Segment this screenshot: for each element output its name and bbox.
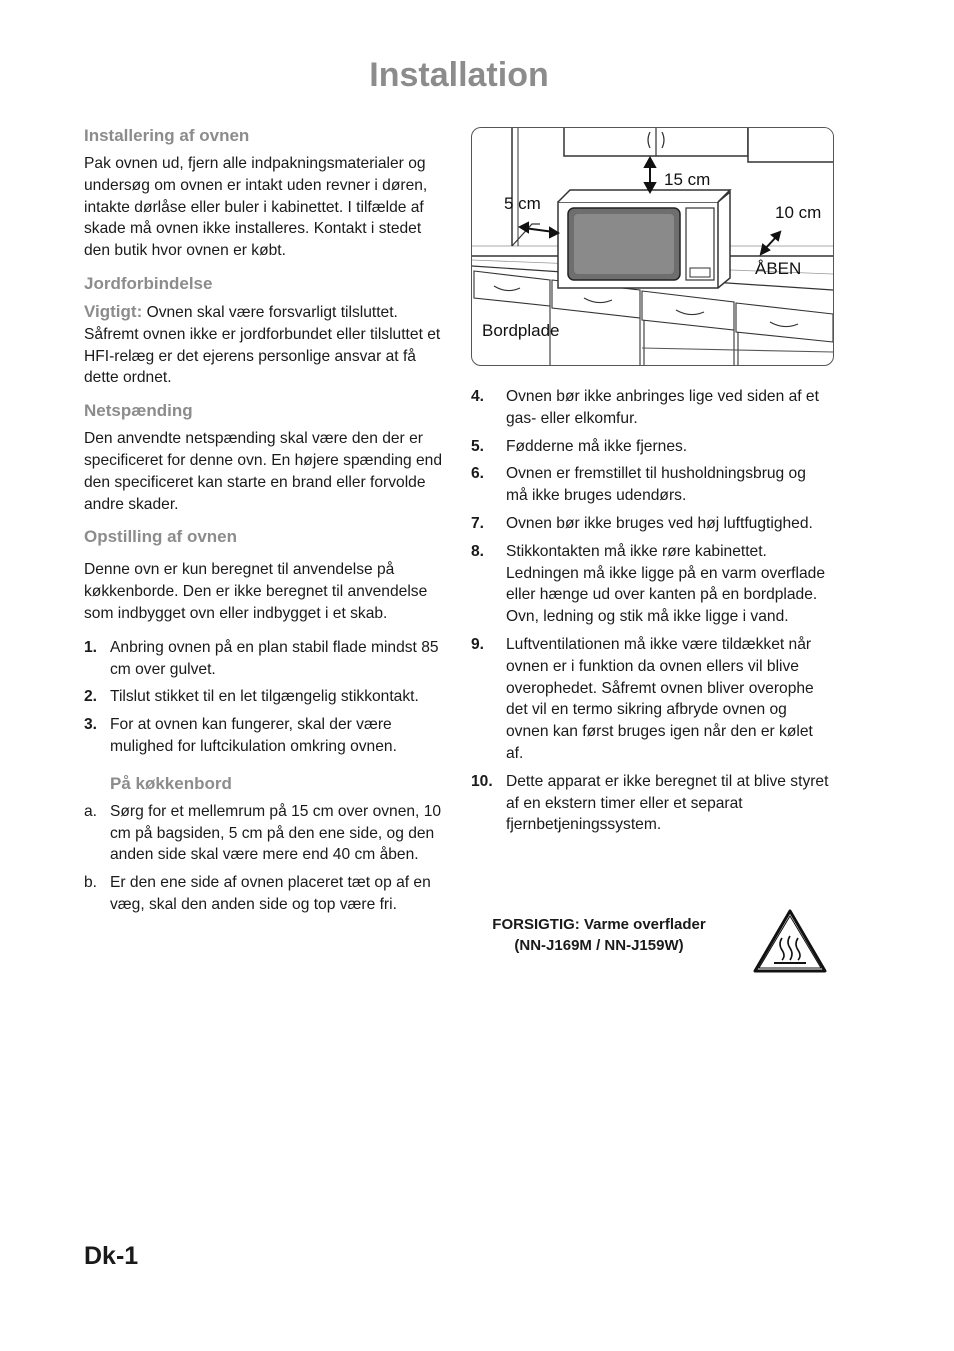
item-number: 2.	[84, 688, 98, 706]
list-item	[471, 771, 831, 836]
page-number: Dk-1	[84, 1242, 139, 1270]
label-back-clearance: 10 cm	[775, 203, 822, 222]
item-number: 4.	[471, 388, 485, 405]
section-heading-grounding: Jordforbindelse	[84, 273, 213, 293]
section-text-grounding	[84, 301, 450, 389]
list-item	[471, 436, 831, 458]
left-column	[84, 124, 450, 922]
right-column	[471, 386, 831, 842]
list-item	[84, 872, 450, 916]
item-text: Ovnen er fremstillet til husholdningsbrug og må ikke bruges udendørs.	[506, 465, 806, 505]
item-text: Dette apparat er ikke beregnet til at blive styret af en ekstern timer eller et separat fjernbetjeningssystem.	[506, 772, 829, 834]
item-text: Tilslut stikket til en let tilgængelig stikkontakt.	[110, 688, 419, 706]
list-item	[84, 686, 450, 708]
label-open: ÅBEN	[755, 259, 802, 278]
section-heading-placement: Opstilling af ovnen	[84, 527, 238, 547]
item-text: Fødderne må ikke fjernes.	[506, 437, 688, 455]
item-text: Stikkontakten må ikke røre kabinettet. Ledningen må ikke ligge på en varm overflade eller hænge ud over kanten på en bordplade. Ovn, ledning og stik må ikke ligge i vand.	[506, 542, 826, 626]
item-letter: b.	[84, 874, 98, 892]
section-heading-voltage: Netspænding	[84, 401, 193, 421]
item-number: 6.	[471, 465, 485, 483]
section-text-voltage: Den anvendte netspænding skal være den der er specificeret for denne ovn. En højere spænding end den specificeret kan starte en brand eller forvolde andre skader.	[84, 430, 443, 513]
section-text-placement: Denne ovn er kun beregnet til anvendelse på køkkenborde. Den er ikke beregnet til anvendelse som indbygget ovn eller indbygget i et skab.	[84, 561, 428, 622]
list-item	[471, 541, 831, 628]
microwave-clearance-diagram	[472, 128, 833, 365]
hot-surface-warning	[471, 914, 727, 956]
warning-title: FORSIGTIG: Varme overflader	[492, 916, 706, 933]
item-text: Er den ene side af ovnen placeret tæt op af en væg, skal den anden side og top være fri.	[110, 874, 431, 913]
warning-models: (NN-J169M / NN-J159W)	[514, 937, 684, 954]
label-top-clearance: 15 cm	[664, 170, 711, 189]
item-number: 5.	[471, 437, 485, 455]
section-text-installation: Pak ovnen ud, fjern alle indpakningsmaterialer og undersøg om ovnen er intakt uden revner i døren, intakte dørlåse eller buler i kabinettet. I tilfælde af skade må ovnen ikke installeres. Kontakt i stedet den butik hvor ovnen er købt.	[84, 155, 428, 260]
list-item	[471, 634, 831, 765]
item-text: Ovnen bør ikke anbringes lige ved siden af et gas- eller elkomfur.	[506, 388, 819, 427]
item-text: Sørg for et mellemrum på 15 cm over ovnen, 10 cm på bagsiden, 5 cm på den ene side, og den anden side skal være mere end 40 cm åben.	[110, 802, 442, 864]
section-heading-installation: Installering af ovnen	[84, 126, 250, 145]
label-side-clearance: 5 cm	[504, 194, 541, 213]
item-text: Luftventilationen må ikke være tildækket når ovnen er i funktion da ovnen ellers vil blive overophedet. Såfremt ovnen bliver overophe det vil en termo sikring afbryde ovnen og ovnen kan først bruges igen når den er kølet af.	[506, 635, 814, 762]
list-item	[84, 801, 450, 866]
list-item	[84, 714, 450, 758]
item-text: Anbring ovnen på en plan stabil flade mindst 85 cm over gulvet.	[110, 638, 439, 678]
item-letter: a.	[84, 802, 98, 820]
important-label: Vigtigt:	[84, 301, 143, 321]
item-text: Ovnen bør ikke bruges ved høj luftfugtighed.	[506, 514, 813, 532]
grounding-text: Ovnen skal være forsvarligt tilsluttet. Såfremt ovnen ikke er jordforbundet eller tilsluttet et HFI-relæg er det ejerens personlige ansvar at få dette ordnet.	[84, 303, 441, 387]
item-number: 7.	[471, 514, 485, 532]
item-number: 10.	[471, 772, 493, 790]
item-number: 8.	[471, 542, 485, 560]
item-number: 1.	[84, 638, 98, 656]
list-item	[471, 513, 831, 535]
item-text: For at ovnen kan fungerer, skal der være mulighed for luftcikulation omkring ovnen.	[110, 716, 397, 755]
label-countertop: Bordplade	[482, 321, 560, 340]
hot-surface-warning-icon	[752, 908, 828, 974]
page-title: Installation	[369, 56, 549, 94]
subheading-countertop: På køkkenbord	[110, 773, 232, 793]
item-number: 3.	[84, 716, 98, 734]
list-item	[471, 386, 831, 430]
installation-figure	[471, 127, 834, 366]
item-number: 9.	[471, 635, 485, 653]
list-item	[84, 637, 450, 681]
list-item	[471, 463, 831, 507]
